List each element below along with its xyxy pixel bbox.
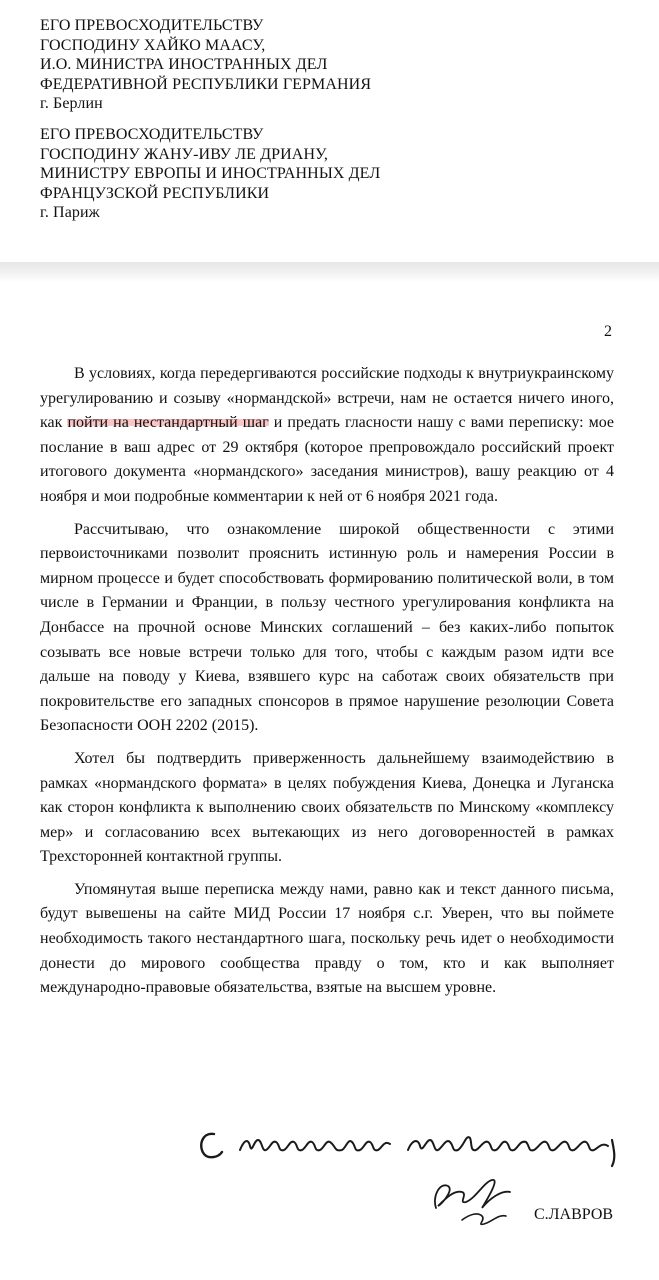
signer-name: С.ЛАВРОВ bbox=[534, 1206, 614, 1223]
address-city: г. Париж bbox=[40, 204, 100, 221]
address-line: ЕГО ПРЕВОСХОДИТЕЛЬСТВУ bbox=[40, 17, 264, 34]
letter-body bbox=[40, 362, 614, 1001]
address-line: ЕГО ПРЕВОСХОДИТЕЛЬСТВУ bbox=[40, 126, 264, 143]
addressee-france bbox=[40, 125, 380, 223]
paragraph: Упомянутая выше переписка между нами, равно как и текст данного письма, будут вывешены на сайте МИД России 17 ноября с.г. Уверен, что вы поймете необходимость такого нестандартного шага, поскольку речь идет о необходимости донести до мирового сообщества правду о том, кто и как выполняет международно-правовые обязательства, взятые на высшем уровне. bbox=[40, 880, 614, 997]
paragraph: В условиях, когда передергиваются российские подходы к внутриукраинскому урегулированию и созыву «нормандской» встречи, нам не остается ничего иного, как пойти на нестандартный шаг и предать гласности нашу с вами переписку: мое послание в ваш адрес от 29 октября (которое препровождало российский проект итогового документа «нормандского» заседания министров), вашу реакцию от 4 ноября и мои подробные комментарии к ней от 6 ноября 2021 года. bbox=[40, 365, 615, 505]
address-city: г. Берлин bbox=[40, 95, 103, 112]
page-number: 2 bbox=[604, 323, 612, 340]
signature bbox=[426, 1168, 526, 1236]
address-line: МИНИСТРУ ЕВРОПЫ И ИНОСТРАННЫХ ДЕЛ bbox=[40, 165, 381, 182]
highlighted-phrase: пойти на нестандартный шаг bbox=[67, 414, 269, 432]
address-line: ГОСПОДИНУ ХАЙКО МААСУ, bbox=[40, 36, 266, 54]
paragraph: Рассчитываю, что ознакомление широкой общественности с этими первоисточниками позволит прояснить истинную роль и намерения России в мирном процессе и будет способствовать формированию политической воли, в том числе в Германии и Франции, в пользу честного урегулирования конфликта на Донбассе на прочной основе Минских соглашений – без каких-либо попыток созывать все новые встречи только для того, чтобы с каждым разом идти все дальше на поводу у Киева, взявшего курс на саботаж своих обязательств при покровительстве его западных спонсоров в прямое нарушение резолюции Совета Безопасности ООН 2202 (2015). bbox=[40, 520, 614, 735]
paragraph: Хотел бы подтвердить приверженность дальнейшему взаимодействию в рамках «нормандского формата» в целях побуждения Киева, Донецка и Луганска как сторон конфликта к выполнению своих обязательств по Минскому «комплексу мер» и согласованию всех вытекающих из него договоренностей в рамках Трехсторонней контактной группы. bbox=[40, 749, 614, 866]
address-line: ГОСПОДИНУ ЖАНУ-ИВУ ЛЕ ДРИАНУ, bbox=[40, 145, 329, 163]
letter-page-1-fragment bbox=[0, 0, 659, 262]
address-line: ФЕДЕРАТИВНОЙ РЕСПУБЛИКИ ГЕРМАНИЯ bbox=[40, 75, 372, 93]
signature-drawing bbox=[426, 1168, 526, 1236]
handwritten-closing bbox=[196, 1120, 626, 1170]
address-line: ФРАНЦУЗСКОЙ РЕСПУБЛИКИ bbox=[40, 184, 270, 202]
addressee-germany bbox=[40, 16, 371, 114]
handwritten-closing-drawing bbox=[196, 1120, 626, 1170]
address-line: И.О. МИНИСТРА ИНОСТРАННЫХ ДЕЛ bbox=[40, 56, 328, 73]
page-separator bbox=[0, 262, 659, 282]
